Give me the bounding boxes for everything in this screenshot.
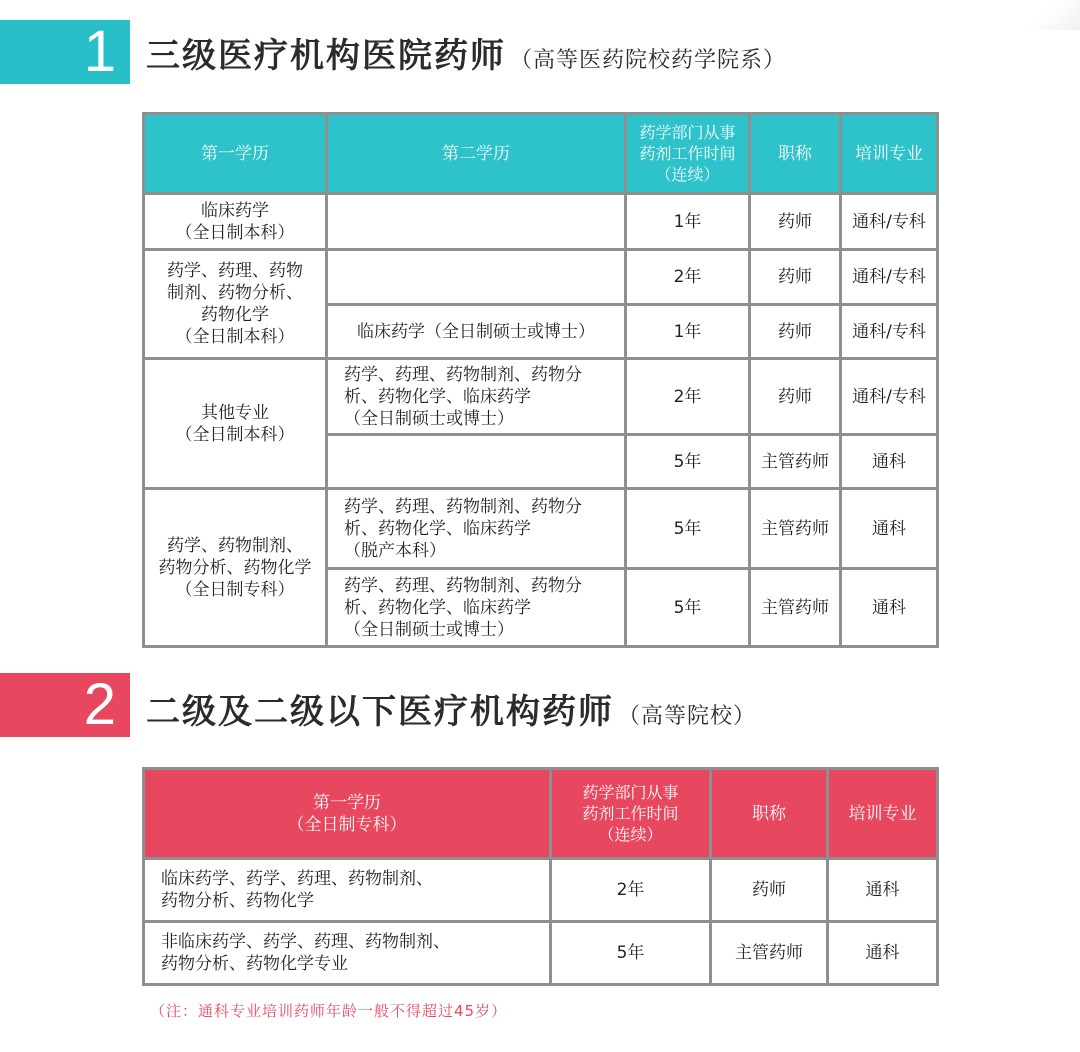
work-time-cell: 2年 xyxy=(626,359,750,435)
table-header-row xyxy=(144,114,938,194)
first-degree-cell: 药学、药物制剂、 药物分析、药物化学 （全日制专科） xyxy=(144,489,327,647)
major-cell: 通科/专科 xyxy=(841,305,938,359)
second-degree-cell: 临床药学（全日制硕士或博士） xyxy=(327,305,626,359)
work-time-cell: 2年 xyxy=(626,250,750,305)
title-cell: 主管药师 xyxy=(750,435,841,489)
first-degree-cell: 其他专业 （全日制本科） xyxy=(144,359,327,489)
major-cell: 通科/专科 xyxy=(841,359,938,435)
work-time-cell: 5年 xyxy=(626,569,750,647)
table-row xyxy=(144,250,938,305)
section-1-number: 1 xyxy=(83,19,116,84)
first-degree-cell: 临床药学、药学、药理、药物制剂、 药物分析、药物化学 xyxy=(144,859,551,922)
major-cell: 通科/专科 xyxy=(841,194,938,250)
work-time-cell: 5年 xyxy=(626,435,750,489)
table-row xyxy=(144,194,938,250)
header-cell: 培训专业 xyxy=(841,114,938,194)
section-1-title-text: 三级医疗机构医院药师 xyxy=(146,36,506,76)
section-1-number-badge xyxy=(0,20,130,84)
title-cell: 主管药师 xyxy=(711,922,828,985)
header-cell: 第二学历 xyxy=(327,114,626,194)
header-cell: 药学部门从事 药剂工作时间 （连续） xyxy=(626,114,750,194)
title-cell: 药师 xyxy=(750,194,841,250)
table-row xyxy=(144,359,938,435)
footnote: （注：通科专业培训药师年龄一般不得超过45岁） xyxy=(150,1002,508,1020)
major-cell: 通科 xyxy=(841,435,938,489)
major-cell: 通科 xyxy=(841,489,938,569)
section-2-number: 2 xyxy=(83,672,116,737)
section-2-table xyxy=(142,767,939,986)
header-cell: 药学部门从事 药剂工作时间 （连续） xyxy=(551,769,711,859)
section-1-title xyxy=(146,28,786,77)
title-cell: 主管药师 xyxy=(750,569,841,647)
second-degree-cell: 药学、药理、药物制剂、药物分 析、药物化学、临床药学 （全日制硕士或博士） xyxy=(327,569,626,647)
title-cell: 药师 xyxy=(750,305,841,359)
corner-decoration xyxy=(1020,0,1080,30)
table-row xyxy=(144,489,938,569)
major-cell: 通科 xyxy=(828,859,938,922)
section-2-number-badge xyxy=(0,673,130,737)
second-degree-cell xyxy=(327,250,626,305)
work-time-cell: 5年 xyxy=(626,489,750,569)
title-cell: 主管药师 xyxy=(750,489,841,569)
section-2-title xyxy=(146,684,756,733)
header-cell: 培训专业 xyxy=(828,769,938,859)
major-cell: 通科/专科 xyxy=(841,250,938,305)
header-cell: 职称 xyxy=(711,769,828,859)
header-cell: 职称 xyxy=(750,114,841,194)
header-cell: 第一学历 （全日制专科） xyxy=(144,769,551,859)
second-degree-cell: 药学、药理、药物制剂、药物分 析、药物化学、临床药学 （全日制硕士或博士） xyxy=(327,359,626,435)
title-cell: 药师 xyxy=(750,250,841,305)
table-row xyxy=(144,922,938,985)
major-cell: 通科 xyxy=(841,569,938,647)
header-cell: 第一学历 xyxy=(144,114,327,194)
second-degree-cell xyxy=(327,194,626,250)
table-header-row xyxy=(144,769,938,859)
work-time-cell: 2年 xyxy=(551,859,711,922)
work-time-cell: 5年 xyxy=(551,922,711,985)
section-1-table xyxy=(142,112,939,648)
title-cell: 药师 xyxy=(750,359,841,435)
first-degree-cell: 药学、药理、药物 制剂、药物分析、 药物化学 （全日制本科） xyxy=(144,250,327,359)
major-cell: 通科 xyxy=(828,922,938,985)
first-degree-cell: 非临床药学、药学、药理、药物制剂、 药物分析、药物化学专业 xyxy=(144,922,551,985)
table-row xyxy=(144,859,938,922)
title-cell: 药师 xyxy=(711,859,828,922)
section-1-subtitle: （高等医药院校药学院系） xyxy=(510,48,787,73)
work-time-cell: 1年 xyxy=(626,194,750,250)
section-2-title-text: 二级及二级以下医疗机构药师 xyxy=(146,692,614,732)
first-degree-cell: 临床药学 （全日制本科） xyxy=(144,194,327,250)
second-degree-cell xyxy=(327,435,626,489)
section-2-subtitle: （高等院校） xyxy=(618,704,757,729)
work-time-cell: 1年 xyxy=(626,305,750,359)
second-degree-cell: 药学、药理、药物制剂、药物分 析、药物化学、临床药学 （脱产本科） xyxy=(327,489,626,569)
